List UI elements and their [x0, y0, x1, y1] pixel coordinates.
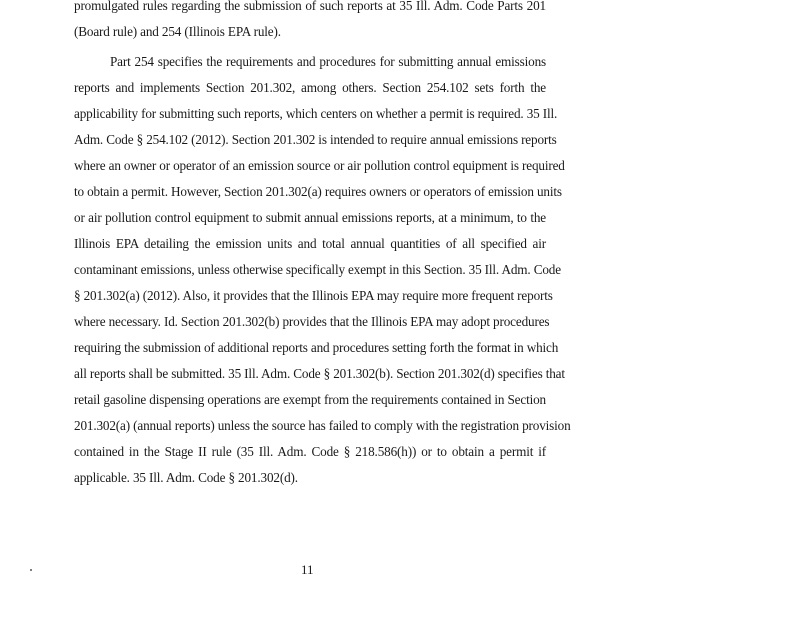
text-line: retail gasoline dispensing operations are exempt from the requirements contained in Section [74, 392, 546, 407]
text-line: applicability for submitting such reports, which centers on whether a permit is required. 35 Ill. [74, 106, 558, 121]
text-line: Illinois EPA detailing the emission units and total annual quantities of all specified air [74, 236, 546, 251]
text-line: promulgated rules regarding the submission of such reports at 35 Ill. Adm. Code Parts 201 [74, 0, 546, 13]
text-line: where necessary. Id. Section 201.302(b) provides that the Illinois EPA may adopt procedures [74, 314, 550, 329]
text-line: (Board rule) and 254 (Illinois EPA rule). [74, 24, 281, 39]
text-line: applicable. 35 Ill. Adm. Code § 201.302(d). [74, 470, 298, 485]
page-number: 11 [301, 562, 314, 577]
text-line: reports and implements Section 201.302, among others. Section 254.102 sets forth the [74, 80, 546, 95]
text-line: contaminant emissions, unless otherwise specifically exempt in this Section. 35 Ill. Adm. Code [74, 262, 561, 277]
paragraph-first-line: Part 254 specifies the requirements and procedures for submitting annual emissions [110, 54, 546, 69]
text-line: where an owner or operator of an emission source or air pollution control equipment is required [74, 158, 565, 173]
text-line: requiring the submission of additional reports and procedures setting forth the format in which [74, 340, 559, 355]
text-line: § 201.302(a) (2012). Also, it provides that the Illinois EPA may require more frequent reports [74, 288, 553, 303]
scan-speck [30, 569, 32, 571]
text-line: Adm. Code § 254.102 (2012). Section 201.302 is intended to require annual emissions reports [74, 132, 557, 147]
text-line: or air pollution control equipment to submit annual emissions reports, at a minimum, to the [74, 210, 546, 225]
text-line: all reports shall be submitted. 35 Ill. Adm. Code § 201.302(b). Section 201.302(d) specifies that [74, 366, 565, 381]
text-line: 201.302(a) (annual reports) unless the source has failed to comply with the registration provision [74, 418, 571, 433]
text-line: contained in the Stage II rule (35 Ill. Adm. Code § 218.586(h)) or to obtain a permit if [74, 444, 546, 459]
text-line: to obtain a permit. However, Section 201.302(a) requires owners or operators of emission units [74, 184, 562, 199]
